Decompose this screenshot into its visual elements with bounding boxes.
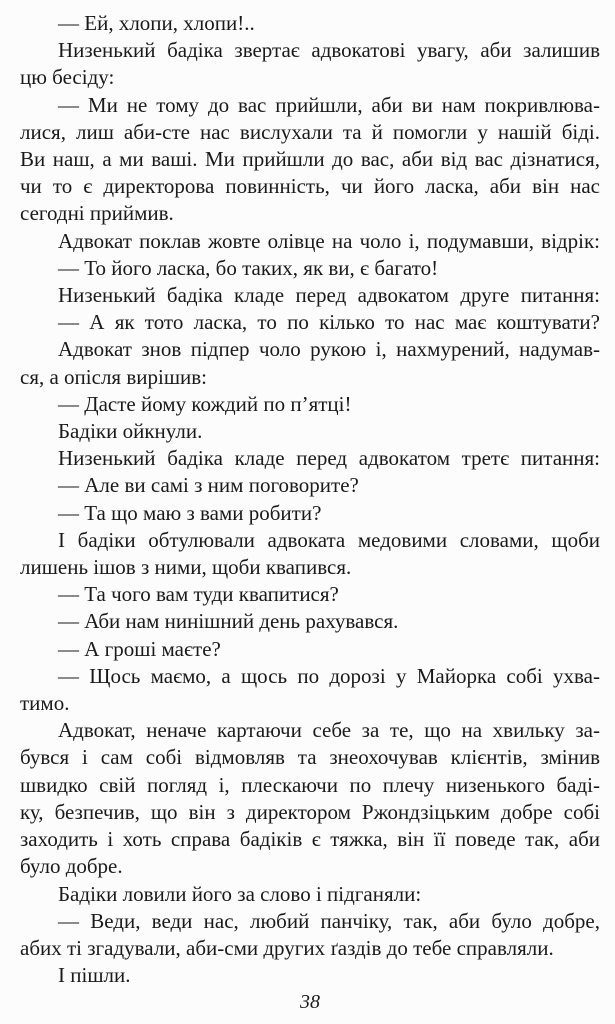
page-number: 38	[300, 991, 320, 1014]
text-line: бувся і сам собі відмовляв та знеохочував клієнтів, змінив	[20, 745, 600, 770]
text-line: Ви наш, а ми ваші. Ми прийшли до вас, аби від вас дізнатися,	[20, 147, 600, 172]
paragraph	[20, 336, 600, 390]
text-line: — Та що маю з вами робити?	[58, 500, 322, 525]
text-line: чи то є директорова повинність, чи його ласка, аби він нас	[20, 174, 600, 199]
paragraph	[20, 717, 600, 880]
text-line: — Але ви самі з ним поговорите?	[58, 473, 359, 498]
text-line: — А гроші маєте?	[58, 636, 221, 661]
text-line: абих ті згадували, аби-сми других ґаздів до тебе справляли.	[20, 935, 554, 960]
text-line: — Веди, веди нас, любий панчіку, так, аби було добре,	[58, 908, 600, 933]
paragraph	[20, 418, 600, 445]
paragraph	[20, 309, 600, 336]
paragraph	[20, 908, 600, 962]
page-text-block	[20, 10, 600, 989]
text-line: швидко свій погляд і, плескаючи по плечу низенького баді-	[20, 772, 600, 797]
text-line: Низенький бадіка кладе перед адвокатом друге питання:	[58, 283, 600, 308]
text-line: було добре.	[20, 854, 123, 879]
paragraph	[20, 255, 600, 282]
paragraph	[20, 37, 600, 91]
paragraph	[20, 500, 600, 527]
paragraph	[20, 962, 600, 989]
paragraph	[20, 636, 600, 663]
text-line: Бадіки ловили його за слово і підганяли:	[58, 881, 422, 906]
paragraph	[20, 472, 600, 499]
text-line: — Щось маємо, а щось по дорозі у Майорка собі ухва-	[58, 663, 600, 688]
text-line: — А як тото ласка, то по кілько то нас має коштувати?	[58, 310, 600, 335]
paragraph	[20, 608, 600, 635]
text-line: Адвокат поклав жовте олівце на чоло і, подумавши, відрік:	[58, 228, 600, 253]
text-line: Адвокат, неначе картаючи себе за те, що на хвильку за-	[58, 718, 600, 743]
text-line: лишень ішов з ними, щоби квапився.	[20, 555, 352, 580]
text-line: Низенький бадіка кладе перед адвокатом третє питання:	[58, 446, 600, 471]
text-line: заходить і хоть справа бадіків є тяжка, він її поведе так, аби	[20, 827, 600, 852]
text-line: — Та чого вам туди квапитися?	[58, 582, 339, 607]
paragraph	[20, 282, 600, 309]
text-line: тимо.	[20, 691, 70, 716]
paragraph	[20, 581, 600, 608]
text-line: Бадіки ойкнули.	[58, 419, 203, 444]
paragraph	[20, 10, 600, 37]
paragraph	[20, 228, 600, 255]
paragraph	[20, 92, 600, 228]
text-line: ся, а опісля вирішив:	[20, 364, 207, 389]
text-line: сегодні приймив.	[20, 201, 174, 226]
text-line: — Дасте йому кождий по п’ятці!	[58, 391, 352, 416]
text-line: Адвокат знов підпер чоло рукою і, нахмурений, надумав-	[58, 337, 600, 362]
text-line: — Ей, хлопи, хлопи!..	[58, 11, 255, 35]
text-line: цю бесіду:	[20, 65, 115, 90]
paragraph	[20, 445, 600, 472]
text-line: лися, лиш аби-сте нас вислухали та й помогли у нашій біді.	[20, 119, 600, 144]
paragraph	[20, 663, 600, 717]
paragraph	[20, 881, 600, 908]
paragraph	[20, 391, 600, 418]
text-line: Низенький бадіка звертає адвокатові увагу, аби залишив	[58, 38, 600, 63]
text-line: І пішли.	[58, 963, 131, 988]
text-line: — То його ласка, бо таких, як ви, є багато!	[58, 255, 439, 280]
paragraph	[20, 527, 600, 581]
text-line: — Ми не тому до вас прийшли, аби ви нам покривлюва-	[58, 92, 600, 117]
text-line: ку, безпечив, що він з директором Ржондзіцьким добре собі	[20, 799, 600, 824]
text-line: — Аби нам нинішний день рахувався.	[58, 609, 399, 634]
text-line: І бадіки обтулювали адвоката медовими словами, щоби	[58, 527, 600, 552]
